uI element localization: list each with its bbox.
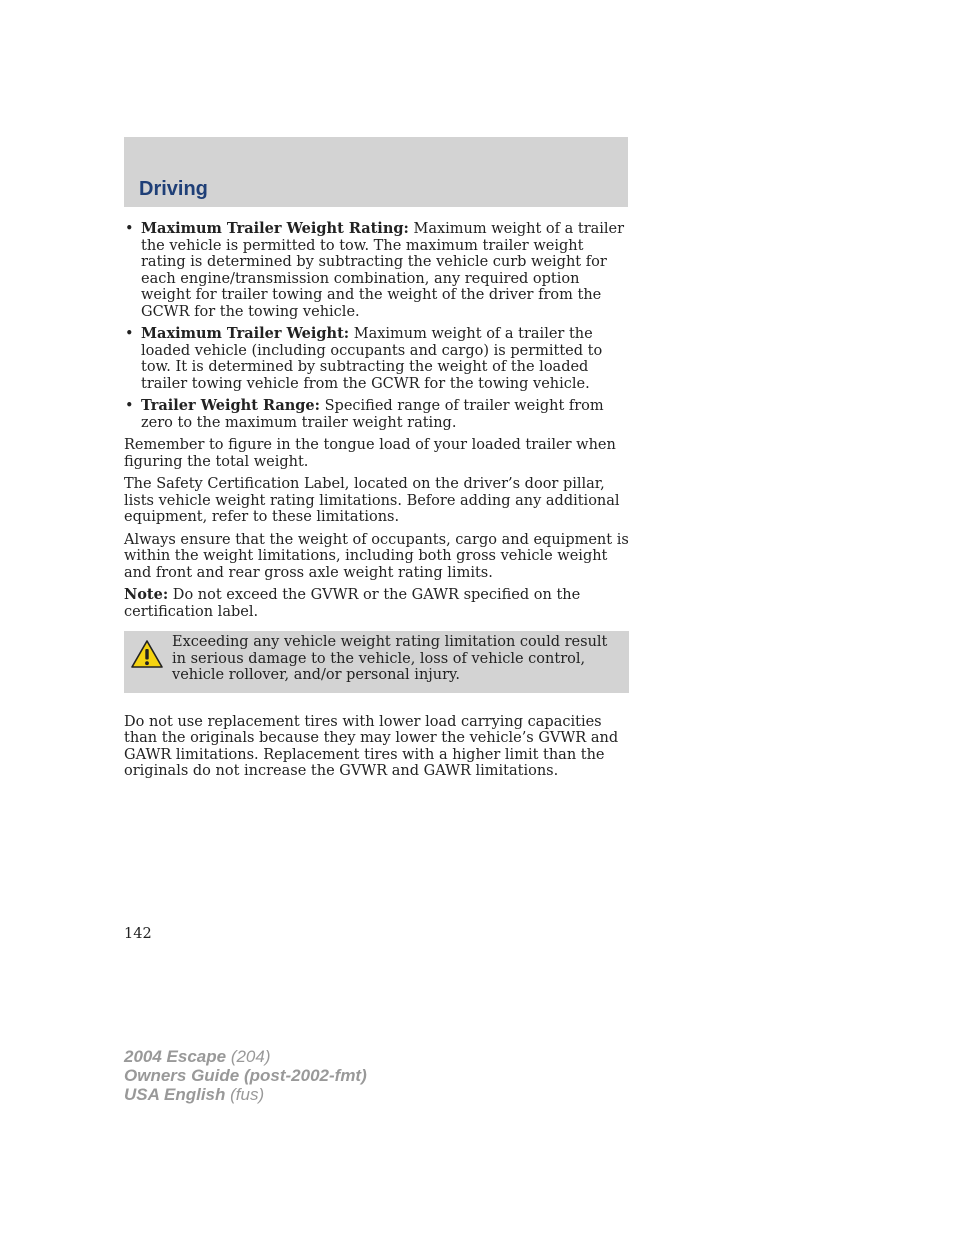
footer-line [124, 1085, 367, 1104]
footer-model: 2004 Escape [124, 1047, 227, 1066]
term-label: Trailer Weight Range: [141, 397, 320, 414]
list-item [124, 398, 629, 431]
footer-language: USA English [124, 1085, 226, 1104]
term-definition: Maximum weight of a trailer the vehicle is permitted to tow. The maximum trailer weight rating is determined by subtracting the vehicle curb weight for each engine/transmission combination, any required option weight for trailer towing and the weight of the driver from the GCWR for the towing vehicle. [141, 221, 625, 320]
term-label: Maximum Trailer Weight Rating: [141, 220, 409, 237]
footer-language-code: (fus) [225, 1085, 265, 1104]
list-item [124, 326, 629, 392]
body-paragraph: Always ensure that the weight of occupants, cargo and equipment is within the weight limitations, including both gross vehicle weight and front and rear gross axle weight rating limits. [124, 531, 629, 581]
warning-box [124, 631, 629, 693]
section-title: Driving [139, 178, 208, 200]
term-label: Maximum Trailer Weight: [141, 325, 350, 342]
note-text: Do not exceed the GVWR or the GAWR specified on the certification label. [124, 587, 581, 620]
body-paragraph: The Safety Certification Label, located on the driver’s door pillar, lists vehicle weight rating limitations. Before adding any additional equipment, refer to these limitations. [124, 476, 620, 525]
note-label: Note: [124, 586, 169, 603]
footer-line [124, 1047, 367, 1066]
warning-triangle-icon [130, 639, 164, 669]
list-item [124, 221, 629, 320]
document-footer [124, 1047, 367, 1104]
bullet-mark: • [125, 221, 134, 237]
page-content [124, 221, 629, 786]
bullet-mark: • [125, 398, 134, 414]
term-definition: Maximum weight of a trailer the loaded vehicle (including occupants and cargo) is permitted to tow. It is determined by subtracting the weight of the loaded trailer towing vehicle from the GCWR for the towing vehicle. [141, 326, 603, 392]
section-header-band [124, 137, 628, 207]
footer-line [124, 1066, 367, 1085]
note-paragraph [124, 587, 629, 620]
body-paragraph: Remember to figure in the tongue load of your loaded trailer when figuring the total weight. [124, 437, 616, 470]
bullet-mark: • [125, 326, 134, 342]
footer-guide: Owners Guide (post-2002-fmt) [124, 1066, 367, 1085]
footer-model-code: (204) [226, 1047, 271, 1066]
definition-list [124, 221, 629, 431]
body-paragraph: Do not use replacement tires with lower load carrying capacities than the originals because they may lower the vehicle’s GVWR and GAWR limitations. Replacement tires with a higher limit than the originals do not increase the GVWR and GAWR limitations. [124, 713, 619, 779]
warning-text: Exceeding any vehicle weight rating limitation could result in serious damage to the vehicle, loss of vehicle control, vehicle rollover, and/or personal injury. [172, 634, 608, 683]
term-definition: Specified range of trailer weight from zero to the maximum trailer weight rating. [141, 398, 604, 431]
page-number: 142 [124, 926, 152, 942]
